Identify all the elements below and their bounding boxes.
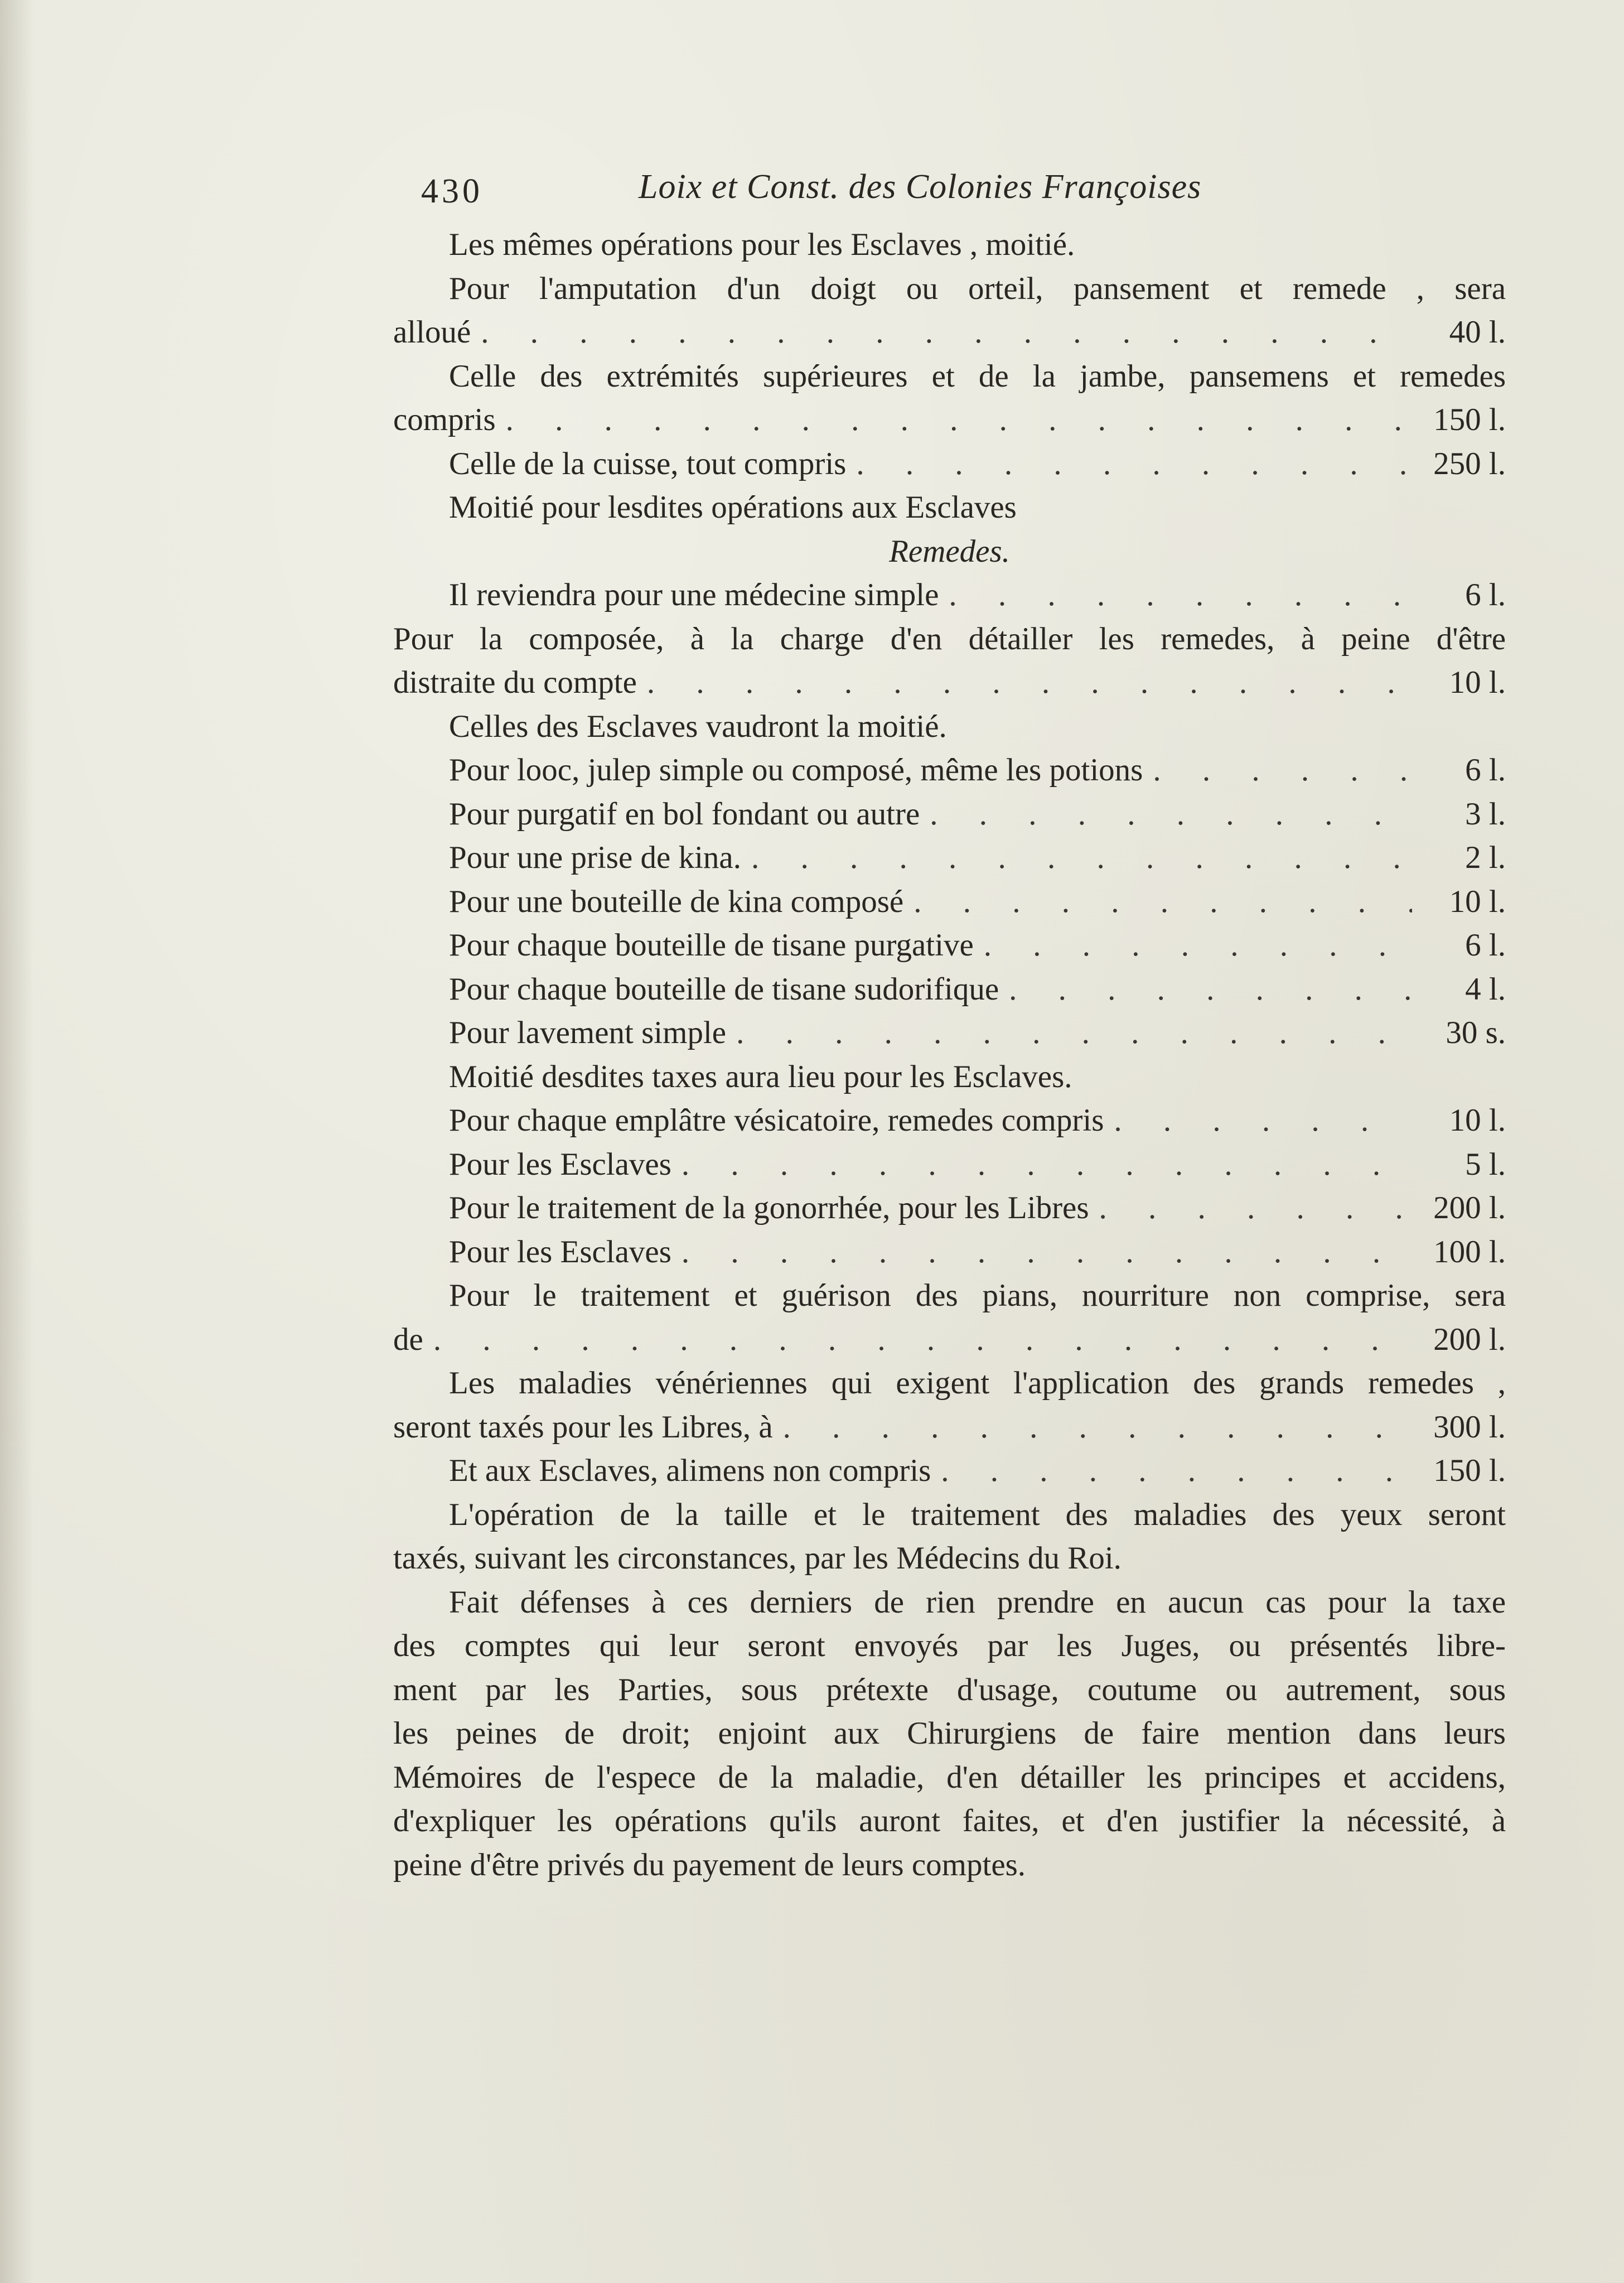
tariff-item: distraite du compte	[393, 665, 637, 700]
tariff-item: Pour chaque bouteille de tisane purgative	[449, 928, 974, 963]
section-heading: Remedes.	[889, 533, 1010, 569]
text-line: des comptes qui leur seront envoyés par les Juges, ou présentés libre-	[393, 1628, 1506, 1663]
text-line: peine d'être privés du payement de leurs comptes.	[393, 1847, 1026, 1883]
dot-leader	[941, 1449, 1412, 1493]
tariff-item: Il reviendra pour une médecine simple	[449, 577, 939, 612]
page-number: 430	[421, 172, 483, 210]
tariff-item: alloué	[393, 315, 471, 350]
text-line: Fait défenses à ces derniers de rien prendre en aucun cas pour la taxe	[449, 1584, 1506, 1620]
text-line: les peines de droit; enjoint aux Chirurgiens de faire mention dans leurs	[393, 1716, 1506, 1751]
text-line: Celles des Esclaves vaudront la moitié.	[449, 708, 947, 744]
dot-leader	[1153, 749, 1412, 793]
tariff-item: Pour chaque emplâtre vésicatoire, remedes compris	[449, 1103, 1104, 1138]
tariff-price: 6 l.	[1465, 928, 1506, 963]
running-title: Loix et Const. des Colonies Françoises	[639, 168, 1202, 206]
dot-leader	[682, 1230, 1412, 1275]
dot-leader	[914, 880, 1412, 924]
dot-leader	[949, 573, 1412, 617]
tariff-price: 5 l.	[1465, 1146, 1506, 1182]
tariff-price: 10 l.	[1449, 665, 1506, 700]
tariff-price: 4 l.	[1465, 971, 1506, 1007]
tariff-item: seront taxés pour les Libres, à	[393, 1409, 773, 1445]
tariff-item: Celle de la cuisse, tout compris	[449, 446, 847, 481]
page-header	[393, 167, 1506, 223]
text-line: taxés, suivant les circonstances, par les Médecins du Roi.	[393, 1541, 1122, 1576]
text-line: Pour la composée, à la charge d'en détailler les remedes, à peine d'être	[393, 621, 1506, 657]
tariff-line	[393, 1099, 1506, 1143]
dot-leader	[783, 1406, 1412, 1450]
tariff-line	[393, 1186, 1506, 1230]
tariff-price: 150 l.	[1433, 1453, 1506, 1488]
dot-leader	[984, 924, 1412, 968]
tariff-line	[393, 442, 1506, 486]
tariff-item: Pour les Esclaves	[449, 1146, 671, 1182]
tariff-line	[393, 1449, 1506, 1493]
tariff-line	[393, 311, 1506, 355]
tariff-line	[393, 1318, 1506, 1362]
tariff-item: compris	[393, 402, 496, 437]
tariff-line	[393, 836, 1506, 880]
tariff-item: Pour lavement simple	[449, 1015, 727, 1050]
dot-leader	[1009, 968, 1412, 1012]
tariff-price: 30 s.	[1446, 1015, 1506, 1050]
tariff-item: Pour le traitement de la gonorrhée, pour les Libres	[449, 1190, 1089, 1225]
tariff-item: Pour une bouteille de kina composé	[449, 884, 904, 919]
dot-leader	[682, 1143, 1412, 1187]
tariff-price: 200 l.	[1433, 1190, 1506, 1225]
tariff-price: 100 l.	[1433, 1234, 1506, 1270]
dot-leader	[1099, 1186, 1412, 1230]
tariff-price: 250 l.	[1433, 446, 1506, 481]
text-line: Pour l'amputation d'un doigt ou orteil, pansement et remede , sera	[449, 271, 1506, 306]
dot-leader	[433, 1318, 1412, 1362]
tariff-line	[393, 1406, 1506, 1450]
dot-leader	[736, 1011, 1412, 1055]
dot-leader	[856, 442, 1412, 486]
tariff-item: Pour purgatif en bol fondant ou autre	[449, 796, 920, 832]
tariff-price: 40 l.	[1449, 315, 1506, 350]
tariff-price: 150 l.	[1433, 402, 1506, 437]
tariff-line	[393, 793, 1506, 837]
tariff-line	[393, 749, 1506, 793]
dot-leader	[930, 793, 1412, 837]
tariff-item: Pour chaque bouteille de tisane sudorifique	[449, 971, 999, 1007]
tariff-line	[393, 968, 1506, 1012]
text-line: Celle des extrémités supérieures et de la jambe, pansemens et remedes	[449, 358, 1506, 394]
tariff-line	[393, 573, 1506, 617]
text-line: L'opération de la taille et le traitement des maladies des yeux seront	[449, 1497, 1506, 1532]
dot-leader	[506, 398, 1412, 442]
tariff-item: Pour une prise de kina.	[449, 840, 741, 875]
tariff-line	[393, 1011, 1506, 1055]
text-block	[393, 167, 1506, 1887]
dot-leader	[647, 661, 1412, 705]
text-line: Les mêmes opérations pour les Esclaves , moitié.	[449, 227, 1075, 262]
text-line: d'expliquer les opérations qu'ils auront faites, et d'en justifier la nécessité, à	[393, 1803, 1506, 1838]
tariff-price: 6 l.	[1465, 577, 1506, 612]
text-line: Pour le traitement et guérison des pians, nourriture non comprise, sera	[449, 1278, 1506, 1313]
tariff-line	[393, 661, 1506, 705]
text-line: Mémoires de l'espece de la maladie, d'en détailler les principes et accidens,	[393, 1759, 1506, 1795]
dot-leader	[751, 836, 1412, 880]
tariff-item: Et aux Esclaves, alimens non compris	[449, 1453, 931, 1488]
tariff-price: 6 l.	[1465, 752, 1506, 788]
tariff-price: 2 l.	[1465, 840, 1506, 875]
tariff-line	[393, 880, 1506, 924]
text-line: Les maladies vénériennes qui exigent l'application des grands remedes ,	[449, 1365, 1506, 1401]
tariff-price: 200 l.	[1433, 1321, 1506, 1357]
tariff-line	[393, 1143, 1506, 1187]
tariff-price: 3 l.	[1465, 796, 1506, 832]
binding-shadow	[0, 0, 33, 2283]
tariff-item: Pour looc, julep simple ou composé, même les potions	[449, 752, 1143, 788]
dot-leader	[481, 311, 1412, 355]
text-line: Moitié pour lesdites opérations aux Esclaves	[449, 490, 1017, 525]
tariff-price: 10 l.	[1449, 884, 1506, 919]
tariff-line	[393, 1230, 1506, 1275]
tariff-line	[393, 398, 1506, 442]
tariff-item: de	[393, 1321, 423, 1357]
tariff-price: 300 l.	[1433, 1409, 1506, 1445]
text-line: Moitié desdites taxes aura lieu pour les Esclaves.	[449, 1059, 1072, 1094]
text-line: ment par les Parties, sous prétexte d'usage, coutume ou autrement, sous	[393, 1672, 1506, 1707]
tariff-item: Pour les Esclaves	[449, 1234, 671, 1270]
dot-leader	[1114, 1099, 1412, 1143]
tariff-price: 10 l.	[1449, 1103, 1506, 1138]
tariff-line	[393, 924, 1506, 968]
